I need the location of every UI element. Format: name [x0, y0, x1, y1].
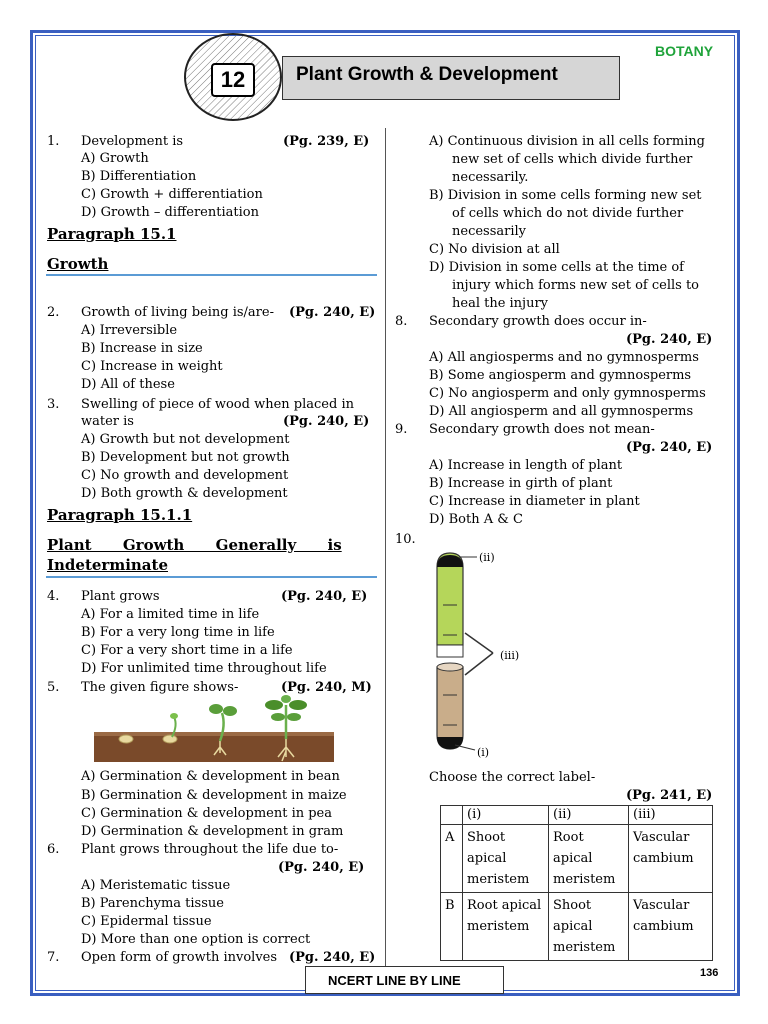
option: C) Increase in diameter in plant — [429, 494, 640, 509]
option: C) Epidermal tissue — [81, 914, 212, 929]
column-divider — [385, 128, 386, 970]
option: D) For unlimited time throughout life — [81, 661, 327, 676]
section-rule — [46, 274, 377, 276]
paragraph-heading: Paragraph 15.1 — [47, 225, 177, 243]
option: D) Germination & development in gram — [81, 824, 344, 839]
option: A) All angiosperms and no gymnosperms — [429, 350, 699, 365]
table-row: A Shoot apical meristem Root apical meristem Vascular cambium — [441, 825, 713, 893]
option: D) Growth – differentiation — [81, 205, 259, 220]
label-iii: (iii) — [500, 649, 520, 662]
leaf-icon — [223, 706, 237, 716]
option: B) Germination & development in maize — [81, 788, 347, 803]
option: A) Increase in length of plant — [429, 458, 623, 473]
page-ref: (Pg. 240, E) — [278, 860, 365, 875]
page-ref: (Pg. 241, E) — [626, 788, 713, 803]
option: A) Germination & development in bean — [81, 769, 340, 784]
page-ref: (Pg. 240, M) — [281, 680, 372, 695]
option: C) Increase in weight — [81, 359, 223, 374]
leaf-icon — [209, 704, 223, 714]
option: C) For a very short time in a life — [81, 643, 293, 658]
sprout-icon — [170, 713, 178, 719]
plant-axis-figure — [425, 545, 545, 765]
option: A) For a limited time in life — [81, 607, 260, 622]
page-ref: (Pg. 240, E) — [283, 414, 370, 429]
option: B) Some angiosperm and gymnosperms — [429, 368, 692, 383]
chapter-number: 12 — [211, 63, 255, 97]
section-title: Growth — [47, 255, 109, 273]
option: D) More than one option is correct — [81, 932, 311, 947]
option: D) All of these — [81, 377, 175, 392]
option: B) Increase in size — [81, 341, 203, 356]
germination-figure — [94, 695, 334, 765]
page-ref: (Pg. 240, E) — [289, 305, 376, 320]
page-ref: (Pg. 240, E) — [281, 589, 368, 604]
table-header-row: (i) (ii) (iii) — [441, 806, 713, 825]
root-segment — [437, 667, 463, 749]
option: C) Germination & development in pea — [81, 806, 333, 821]
leaf-icon — [287, 713, 301, 721]
footer-label: NCERT LINE BY LINE — [328, 973, 461, 988]
page-ref: (Pg. 240, E) — [626, 332, 713, 347]
page-ref: (Pg. 240, E) — [626, 440, 713, 455]
option: A) Growth — [81, 151, 149, 166]
option: B) Development but not growth — [81, 450, 290, 465]
section-rule — [46, 576, 377, 578]
leaf-icon — [289, 700, 307, 710]
leaf-icon — [265, 700, 283, 710]
label-i: (i) — [477, 746, 490, 759]
leaf-icon — [271, 713, 285, 721]
page-number: 136 — [700, 967, 719, 979]
option: C) No growth and development — [81, 468, 289, 483]
question-10-prompt: Choose the correct label- — [429, 770, 596, 785]
section-title: Indeterminate — [47, 556, 168, 574]
seed-icon — [119, 735, 133, 743]
option: B) Increase in girth of plant — [429, 476, 613, 491]
option: A) Meristematic tissue — [81, 878, 231, 893]
subject-label: BOTANY — [655, 43, 714, 59]
page-ref: (Pg. 240, E) — [289, 950, 376, 965]
option: D) Both growth & development — [81, 486, 288, 501]
page-ref: (Pg. 239, E) — [283, 134, 370, 149]
option: B) Parenchyma tissue — [81, 896, 224, 911]
paragraph-heading: Paragraph 15.1.1 — [47, 506, 193, 524]
label-ii: (ii) — [479, 551, 495, 564]
option: A) Irreversible — [81, 323, 178, 338]
seed-icon — [163, 735, 177, 743]
option: A) Growth but not development — [81, 432, 290, 447]
option: B) For a very long time in life — [81, 625, 275, 640]
table-row: B Root apical meristem Shoot apical meristem Vascular cambium — [441, 893, 713, 961]
option: B) Differentiation — [81, 169, 197, 184]
option: C) Growth + differentiation — [81, 187, 263, 202]
option: C) No angiosperm and only gymnosperms — [429, 386, 706, 401]
section-title: Plant Growth Generally is — [47, 536, 342, 554]
option: D) Both A & C — [429, 512, 523, 527]
answer-table — [440, 805, 713, 961]
question-10-number: 10. — [395, 532, 416, 547]
option: D) All angiosperm and all gymnosperms — [429, 404, 694, 419]
chapter-title: Plant Growth & Development — [296, 64, 558, 85]
